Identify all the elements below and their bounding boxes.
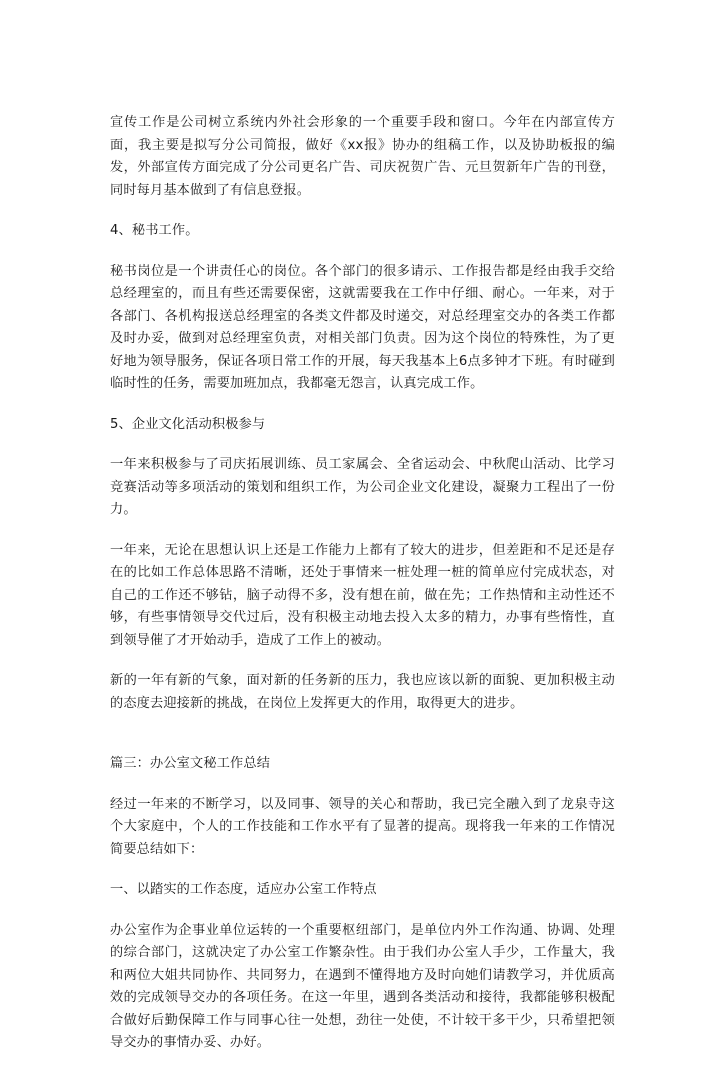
paragraph-shortcomings: 一年来，无论在思想认识上还是工作能力上都有了较大的进步，但差距和不足还是存在的比如工作总体思路不清晰，还处于事情来一桩处理一桩的简单应付完成状态，对自己的工作还不够钻，脑子动得不多，没有想在前，做在先；工作热情和主动性还不够，有些事情领导交代过后，没有积极主动地去投入太多的精力，办事有些惰性，直到领导催了才开始动手，造成了工作上的被动。 — [110, 542, 615, 648]
heading-chapter-three: 篇三：办公室文秘工作总结 — [110, 756, 271, 771]
heading-culture-activities: 5、企业文化活动积极参与 — [110, 416, 266, 432]
paragraph-secretary: 秘书岗位是一个讲责任心的岗位。各个部门的很多请示、工作报告都是经由我手交给总经理室的，而且有些还需要保密，这就需要我在工作中仔细、耐心。一年来，对于各部门、各机构报送总经理室的各类文件都及时递交，对总经理室交办的各类工作都及时办妥，做到对总经理室负责，对相关部门负责。因为这个岗位的特殊性，为了更好地为领导服务，保证各项日常工作的开展，每天我基本上6点多钟才下班。有时碰到临时性的任务，需要加班加点，我都毫无怨言，认真完成工作。 — [110, 263, 615, 391]
paragraph-office: 办公室作为企事业单位运转的一个重要枢纽部门，是单位内外工作沟通、协调、处理的综合部门，这就决定了办公室工作繁杂性。由于我们办公室人手少，工作量大，我和两位大姐共同协作、共同努力，在遇到不懂得地方及时向她们请教学习，并优质高效的完成领导交办的各项任务。在这一年里，遇到各类活动和接待，我都能够积极配合做好后勤保障工作与同事心往一处想，劲往一处使，不计较干多干少，只希望把领导交办的事情办妥、办好。 — [110, 922, 615, 1050]
heading-secretary-work: 4、秘书工作。 — [110, 223, 199, 238]
section-spacer — [110, 733, 615, 753]
paragraph-publicity: 宣传工作是公司树立系统内外社会形象的一个重要手段和窗口。今年在内部宣传方面，我主要是拟写分公司简报，做好《xx报》协办的组稿工作，以及协助板报的编发，外部宣传方面完成了分公司更名广告、司庆祝贺广告、元旦贺新年广告的刊登，同时每月基本做到了有信息登报。 — [110, 115, 615, 198]
paragraph-activities: 一年来积极参与了司庆拓展训练、员工家属会、全省运动会、中秋爬山活动、比学习竞赛活动等多项活动的策划和组织工作，为公司企业文化建设，凝聚力工程出了一份力。 — [110, 457, 615, 517]
heading-attitude: 一、以踏实的工作态度，适应办公室工作特点 — [110, 882, 377, 897]
paragraph-new-year: 新的一年有新的气象，面对新的任务新的压力，我也应该以新的面貌、更加积极主动的态度去迎接新的挑战，在岗位上发挥更大的作用，取得更大的进步。 — [110, 673, 615, 711]
document-page — [110, 112, 615, 1073]
paragraph-intro: 经过一年来的不断学习，以及同事、领导的关心和帮助，我已完全融入到了龙泉寺这个大家庭中，个人的工作技能和工作水平有了显著的提高。现将我一年来的工作情况简要总结如下： — [110, 796, 615, 857]
